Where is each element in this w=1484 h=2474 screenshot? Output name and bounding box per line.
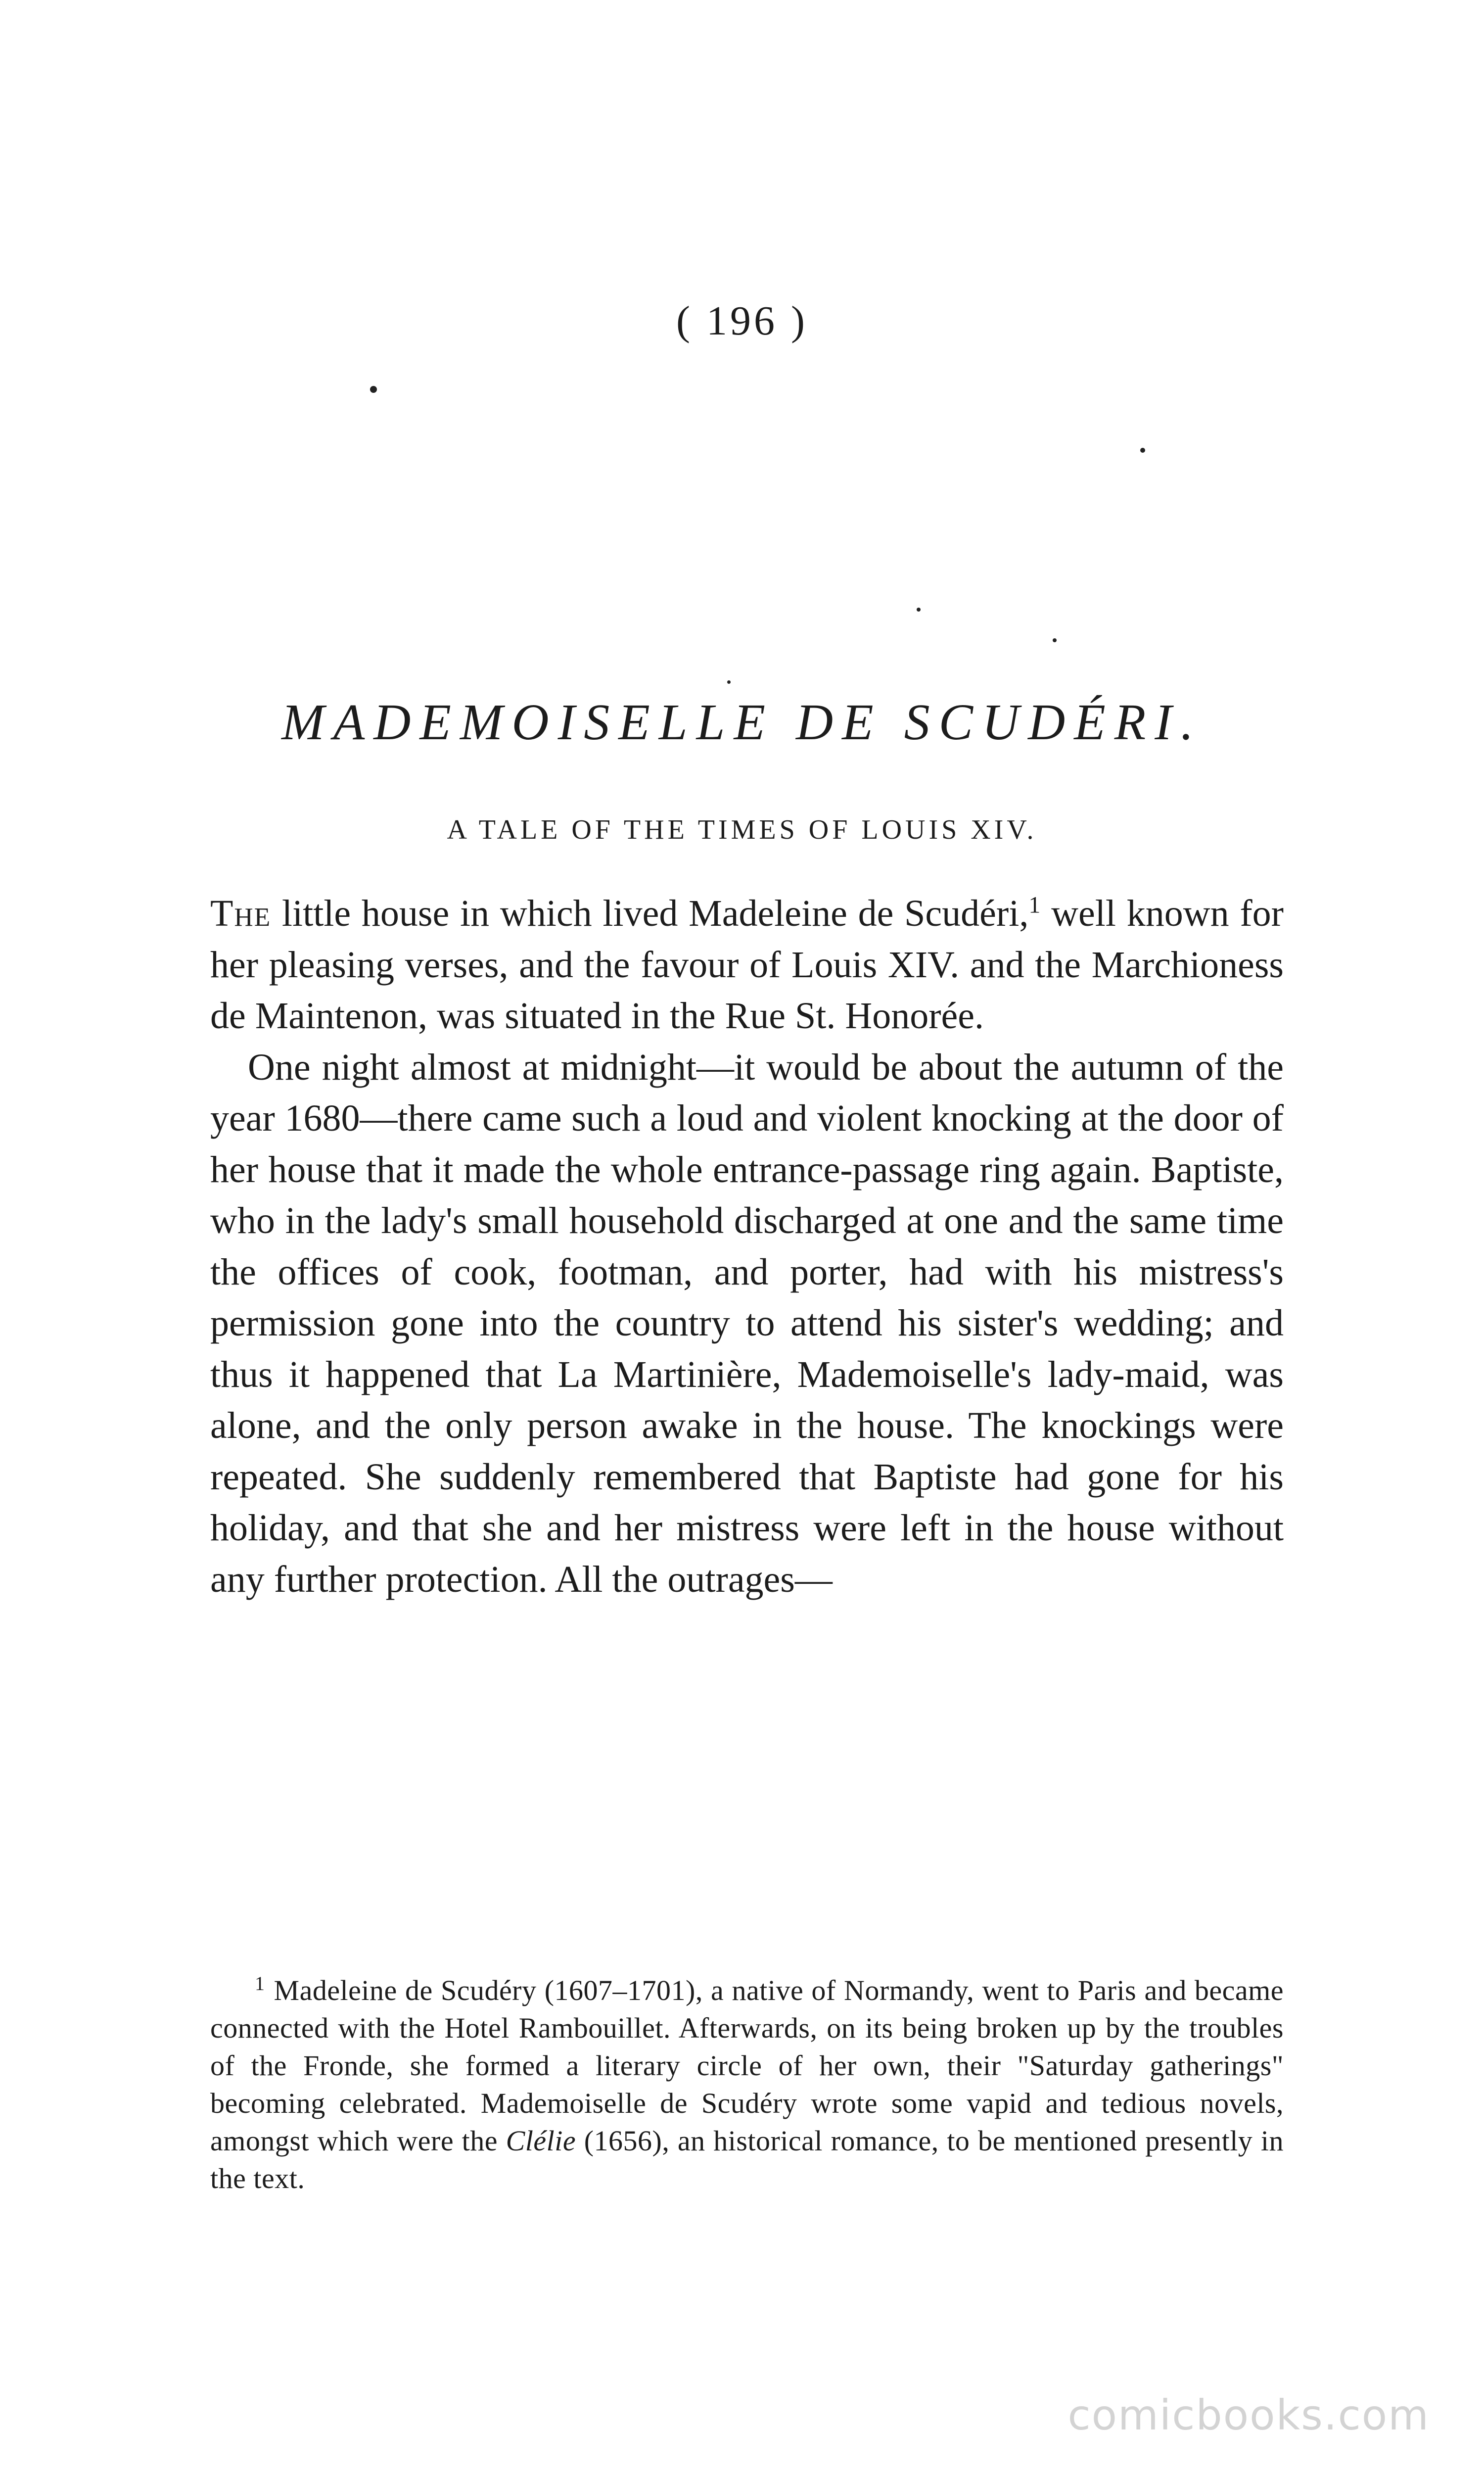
print-speck: [1053, 638, 1057, 642]
print-speck: [370, 386, 377, 393]
footnote-reference: 1: [1028, 892, 1041, 918]
paragraph-1-text-b: well known for her pleasing verses, and the favour of Louis XIV. and the Marchioness de Maintenon, was situated in the Rue St. Honorée.: [210, 893, 1284, 1037]
print-speck: [917, 608, 921, 612]
footnote-text-a: Madeleine de Scudéry (1607–1701), a native of Normandy, went to Paris and became connected with the Hotel Rambouillet. Afterwards, on its being broken up by the troubles of the Fronde, she formed a literary circle of her own, their "Saturday gatherings" becoming celebrated. Mademoiselle de Scudéry wrote some vapid and tedious novels, amongst which were the: [210, 1974, 1284, 2157]
print-speck: [1140, 448, 1145, 453]
footnote-text-b: (1656), an historical romance, to be mentioned presently in the text.: [210, 2125, 1284, 2194]
page-number: ( 196 ): [676, 298, 808, 344]
print-speck: [727, 680, 731, 684]
chapter-title: MADEMOISELLE DE SCUDÉRI.: [281, 694, 1203, 751]
footnote-marker: 1: [255, 1972, 265, 1995]
paragraph-2: One night almost at midnight—it would be about the autumn of the year 1680—there came such a loud and violent knocking at the door of her house that it made the whole entrance-passage ring again. Baptiste, who in the lady's small household discharged at one and the same time the offices of cook, footman, and porter, had with his mistress's permission gone into the country to attend his sister's wedding; and thus it happened that La Martinière, Mademoiselle's lady-maid, was alone, and the only person awake in the house. The knockings were repeated. She suddenly remembered that Baptiste had gone for his holiday, and that she and her mistress were left in the house without any further protection. All the outrages—: [210, 1046, 1284, 1600]
paragraph-1-text-a: little house in which lived Madeleine de Scudéri,: [271, 893, 1029, 934]
body-text: [210, 888, 1284, 1605]
footnote: [210, 1972, 1284, 2197]
footnote-italic-title: Clélie: [506, 2125, 576, 2157]
chapter-subtitle: A TALE OF THE TIMES OF LOUIS XIV.: [447, 814, 1037, 845]
paragraph-1: [210, 888, 1284, 1042]
watermark: comicbooks.com: [1067, 2391, 1430, 2439]
drop-lead-word: The: [210, 893, 272, 934]
